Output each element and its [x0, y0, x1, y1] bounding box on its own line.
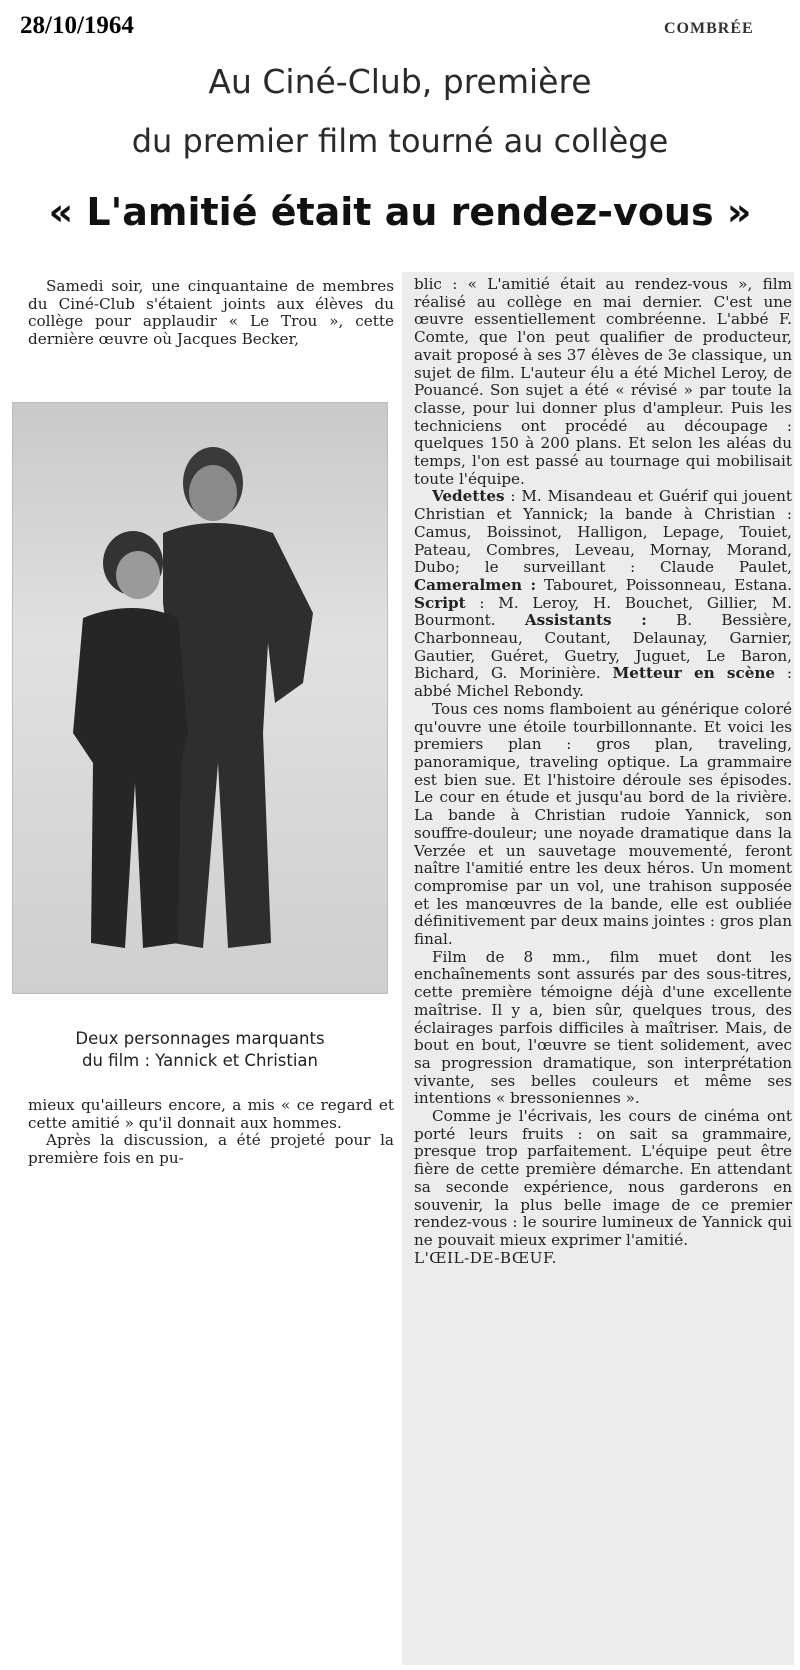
author-signature: L'ŒIL-DE-BŒUF.: [414, 1248, 557, 1267]
credits-label-assistants: Assistants :: [524, 611, 647, 630]
headline-line-2: du premier film tourné au collège: [131, 122, 669, 160]
film-photo: [12, 402, 388, 994]
caption-line-2: du film : Yannick et Christian: [82, 1051, 318, 1070]
credits-label-metteur: Metteur en scène: [612, 664, 776, 683]
left-column-continuation: [28, 1097, 394, 1168]
credits-script: : M. Leroy, H. Bouchet, Gillier, M. Bourmont.: [414, 593, 792, 630]
right-paragraph-4: Comme je l'écrivais, les cours de cinéma ont porté leurs fruits : on sait sa grammaire, presque trop parfaitement. L'équipe peut être fière de cette première démarche. En attendant sa seconde expérience, nous garderons en souvenir, la plus belle image de ce premier rendez-vous : le sourire lumineux de Yannick qui ne pouvait mieux exprimer l'amitié.: [414, 1107, 792, 1249]
caption-line-1: Deux personnages marquants: [75, 1029, 325, 1048]
headline-line-1: Au Ciné-Club, première: [208, 62, 592, 101]
credits-vedettes: : M. Misandeau et Guérif qui jouent Christian et Yannick; la bande à Christian : Camus, Boissinot, Halligon, Lepage, Touiet, Pateau, Combres, Leveau, Mornay, Morand, Dubo; le surveillant : Claude Paulet,: [414, 487, 792, 577]
article-date: 28/10/1964: [20, 12, 134, 39]
right-column: [414, 276, 792, 1267]
right-paragraph-3: Film de 8 mm., film muet dont les enchaînements sont assurés par des sous-titres, cette première témoigne déjà d'une excellente maîtrise. Il y a, bien sûr, quelques trous, des éclairages parfois difficiles à maîtriser. Mais, de bout en bout, l'œuvre se tient solidement, avec sa progression dramatique, son interprétation vivante, ses belles couleurs et même ses intentions « bressoniennes ».: [414, 947, 792, 1108]
right-paragraph-2: Tous ces noms flamboient au générique coloré qu'ouvre une étoile tourbillonnante. Et voici les premiers plan : gros plan, traveling, panoramique, traveling optique. La grammaire est bien sue. Et l'histoire déroule ses épisodes. Le cour en étude et jusqu'au bord de la rivière. La bande à Christian rudoie Yannick, son souffre-douleur; une noyade dramatique dans la Verzée et un sauvetage mouvementé, feront naître l'amitié entre les deux héros. Un moment compromise par un vol, une trahison supposée et les manœuvres de la bande, elle est oubliée définitivement par deux mains jointes : gros plan final.: [414, 699, 792, 949]
credits-assistants: B. Bessière, Charbonneau, Coutant, Delaunay, Garnier, Gautier, Guéret, Guetry, Juguet, Le Baron, Bichard, G. Morinière.: [414, 611, 792, 683]
headline-title: « L'amitié était au rendez-vous »: [48, 190, 752, 234]
left-column-intro: [28, 278, 394, 349]
photo-caption: [10, 1028, 390, 1072]
intro-paragraph: Samedi soir, une cinquantaine de membres du Ciné-Club s'étaient joints aux élèves du collège pour applaudir « Le Trou », cette dernière œuvre où Jacques Becker,: [28, 277, 394, 349]
newspaper-name: COMBRÉE: [664, 20, 754, 37]
credits-paragraph: [414, 488, 792, 700]
credits-label-camera: Cameralmen :: [414, 575, 537, 594]
credits-label-script: Script: [414, 593, 466, 612]
right-paragraph-1: blic : « L'amitié était au rendez-vous », film réalisé au collège en mai dernier. C'est une œuvre essentiellement combréenne. L'abbé F. Comte, que l'on peut qualifier de producteur, avait proposé à ses 37 élèves de 3e classique, un sujet de film. L'auteur élu a été Michel Leroy, de Pouancé. Son sujet a été « révisé » par toute la classe, pour lui donner plus d'ampleur. Puis les techniciens ont procédé au découpage : quelques 150 à 200 plans. Et selon les aléas du temps, l'on est passé au tournage qui mobilisait toute l'équipe.: [414, 275, 792, 488]
credits-label-vedettes: Vedettes: [432, 487, 505, 506]
continuation-paragraph-2: Après la discussion, a été projeté pour la première fois en pu-: [28, 1131, 394, 1168]
credits-metteur: : abbé Michel Rebondy.: [414, 664, 792, 701]
credits-camera: Tabouret, Poissonneau, Estana.: [544, 575, 792, 594]
continuation-paragraph-1: mieux qu'ailleurs encore, a mis « ce regard et cette amitié » qu'il donnait aux hommes.: [28, 1096, 394, 1132]
two-boys-illustration: [13, 403, 387, 993]
